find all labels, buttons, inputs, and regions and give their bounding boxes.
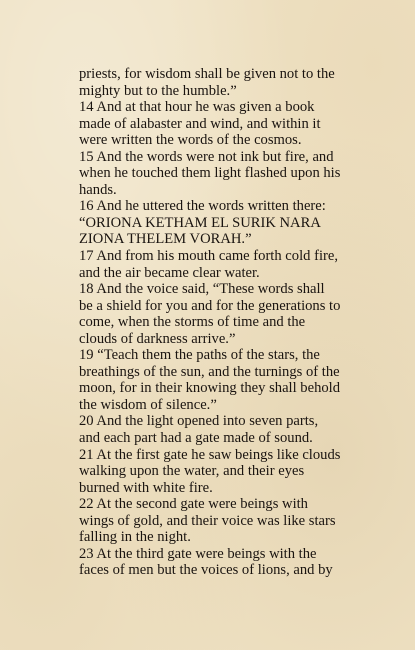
text-line: burned with white fire. <box>79 479 213 496</box>
text-line: moon, for in their knowing they shall behold <box>79 380 341 397</box>
text-line: ZIONA THELEM VORAH.” <box>79 231 252 248</box>
text-line: 19 “Teach them the paths of the stars, the <box>79 347 320 364</box>
text-line: “ORIONA KETHAM EL SURIK NARA <box>79 214 321 231</box>
text-line: were written the words of the cosmos. <box>79 132 302 149</box>
text-line: and the air became clear water. <box>79 264 260 281</box>
text-line: when he touched them light flashed upon his <box>79 165 341 182</box>
text-line: wings of gold, and their voice was like stars <box>79 512 336 529</box>
text-line: 16 And he uttered the words written there: <box>79 198 326 215</box>
text-line: 23 At the third gate were beings with the <box>79 545 317 562</box>
text-line: falling in the night. <box>79 529 191 546</box>
text-line: clouds of darkness arrive.” <box>79 330 236 347</box>
text-line: 18 And the voice said, “These words shall <box>79 281 325 298</box>
text-line: priests, for wisdom shall be given not to the <box>79 66 335 82</box>
text-line: made of alabaster and wind, and within it <box>79 115 321 132</box>
text-line: be a shield for you and for the generations to <box>79 297 341 314</box>
text-line: mighty but to the humble.” <box>79 82 237 99</box>
text-line: 20 And the light opened into seven parts, <box>79 413 319 430</box>
text-line: hands. <box>79 181 117 198</box>
text-line: come, when the storms of time and the <box>79 314 306 331</box>
text-line: and each part had a gate made of sound. <box>79 430 313 447</box>
body-text <box>79 66 349 579</box>
text-line: 22 At the second gate were beings with <box>79 496 308 513</box>
text-line: 14 And at that hour he was given a book <box>79 99 315 116</box>
text-line: 15 And the words were not ink but fire, and <box>79 148 334 165</box>
text-line: walking upon the water, and their eyes <box>79 463 305 480</box>
text-line: faces of men but the voices of lions, and by <box>79 562 333 579</box>
text-line: 21 At the first gate he saw beings like clouds <box>79 446 341 463</box>
text-line: breathings of the sun, and the turnings of the <box>79 363 340 380</box>
text-line: 17 And from his mouth came forth cold fire, <box>79 248 338 265</box>
text-line: the wisdom of silence.” <box>79 396 217 413</box>
